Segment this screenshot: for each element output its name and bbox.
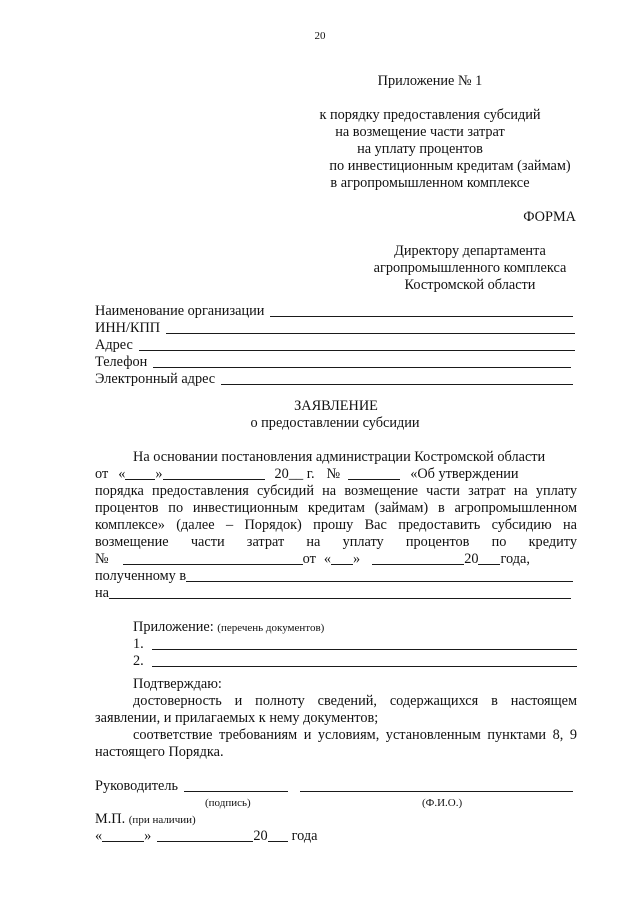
addressee-line-2: агропромышленного комплекса: [373, 260, 567, 276]
credit-number-line[interactable]: [123, 564, 303, 565]
address-label: Адрес: [95, 337, 133, 353]
addressee-line-1: Директору департамента: [394, 243, 546, 259]
org-name-label: Наименование организации: [95, 303, 265, 319]
stamp-label: М.П.: [95, 811, 126, 827]
date-month-line[interactable]: [157, 841, 253, 842]
signature-row: [95, 778, 573, 795]
body-from-label: от: [95, 466, 109, 482]
stamp-note: (при наличии): [128, 814, 196, 826]
confirm-p1-line-2: заявлении, и прилагаемых к нему документов;: [95, 710, 379, 726]
address-field[interactable]: [95, 337, 575, 354]
phone-line[interactable]: [153, 367, 571, 368]
form-label: ФОРМА: [523, 209, 576, 225]
inn-kpp-field[interactable]: [95, 320, 575, 337]
attachment-item-1-line[interactable]: [152, 649, 577, 650]
statement-subtitle: о предоставлении субсидии: [250, 415, 420, 431]
appendix-title: Приложение № 1: [377, 73, 483, 89]
attachment-item-1: [133, 636, 577, 653]
email-line[interactable]: [221, 384, 573, 385]
confirm-p1-line-1: достоверность и полноту сведений, содержащихся в настоящем: [133, 693, 577, 709]
credit-open-quote: «: [323, 551, 332, 567]
credit-year-suffix: года,: [500, 551, 530, 567]
decree-number-line[interactable]: [348, 479, 400, 480]
email-field[interactable]: [95, 371, 573, 388]
decree-number-sign: №: [326, 466, 341, 482]
full-name-caption: (Ф.И.О.): [422, 797, 463, 809]
addressee-line-3: Костромской области: [404, 277, 536, 293]
credit-year-line[interactable]: [478, 564, 500, 565]
credit-number-sign: №: [95, 551, 109, 567]
body-line-6: возмещение части затрат на уплату процентов по кредиту: [95, 534, 577, 550]
attachment-item-2-number: 2.: [133, 653, 144, 669]
body-line-9: [95, 585, 571, 602]
close-quote: »: [155, 466, 163, 482]
appendix-line-4: по инвестиционным кредитам (займам): [329, 158, 571, 174]
date-day-line[interactable]: [102, 841, 144, 842]
appendix-line-3: на уплату процентов: [357, 141, 483, 157]
purpose-line[interactable]: [109, 598, 571, 599]
purpose-label: на: [95, 585, 109, 601]
decree-year: 20__ г.: [274, 466, 315, 482]
body-line-7: [95, 551, 577, 568]
date-year-prefix: 20: [253, 828, 268, 844]
phone-field[interactable]: [95, 354, 571, 371]
org-name-field[interactable]: [95, 303, 573, 320]
bank-name-line[interactable]: [186, 581, 573, 582]
inn-kpp-label: ИНН/КПП: [95, 320, 161, 336]
inn-kpp-line[interactable]: [166, 333, 575, 334]
appendix-line-1: к порядку предоставления субсидий: [319, 107, 541, 123]
credit-year-prefix: 20: [464, 551, 479, 567]
credit-day-line[interactable]: [331, 564, 353, 565]
body-line-3: порядка предоставления субсидий на возмещение части затрат на уплату: [95, 483, 577, 499]
date-row: [95, 828, 317, 845]
address-line[interactable]: [139, 350, 575, 351]
body-line-5: комплексе» (далее – Порядок) прошу Вас предоставить субсидию на: [95, 517, 577, 533]
confirm-label: Подтверждаю:: [133, 676, 222, 692]
credit-close-quote: »: [353, 551, 361, 567]
full-name-line[interactable]: [300, 791, 573, 792]
credit-from-label: от: [302, 551, 316, 567]
email-label: Электронный адрес: [95, 371, 216, 387]
appendix-line-5: в агропромышленном комплексе: [330, 175, 530, 191]
phone-label: Телефон: [95, 354, 148, 370]
date-year-line[interactable]: [268, 841, 288, 842]
body-line-2: [95, 466, 577, 483]
body-line-1: На основании постановления администрации Костромской области: [133, 449, 546, 465]
body-line-8: [95, 568, 573, 585]
attachment-label: Приложение:: [133, 619, 214, 635]
page-number: 20: [314, 30, 326, 42]
body-line-4: процентов по инвестиционным кредитам (займам) в агропромышленном: [95, 500, 577, 516]
decree-month-line[interactable]: [163, 479, 265, 480]
org-name-line[interactable]: [270, 316, 573, 317]
date-open-quote: «: [95, 828, 103, 844]
date-year-suffix: года: [291, 828, 318, 844]
attachment-item-2-line[interactable]: [152, 666, 577, 667]
received-in-label: полученному в: [95, 568, 187, 584]
confirm-p2-line-2: настоящего Порядка.: [95, 744, 224, 760]
attachment-note: (перечень документов): [217, 622, 325, 634]
attachment-item-1-number: 1.: [133, 636, 144, 652]
signature-caption: (подпись): [205, 797, 251, 809]
open-quote: «: [118, 466, 126, 482]
attachment-item-2: [133, 653, 577, 670]
head-label: Руководитель: [95, 778, 179, 794]
stamp-row: [95, 811, 196, 828]
appendix-line-2: на возмещение части затрат: [335, 124, 505, 140]
credit-month-line[interactable]: [372, 564, 464, 565]
attachment-header: [133, 619, 324, 636]
statement-title: ЗАЯВЛЕНИЕ: [294, 398, 378, 414]
signature-line[interactable]: [184, 791, 288, 792]
confirm-p2-line-1: соответствие требованиям и условиям, установленным пунктами 8, 9: [133, 727, 577, 743]
decree-day-line[interactable]: [125, 479, 155, 480]
decree-title-start: «Об утверждении: [410, 466, 519, 482]
date-close-quote: »: [144, 828, 152, 844]
